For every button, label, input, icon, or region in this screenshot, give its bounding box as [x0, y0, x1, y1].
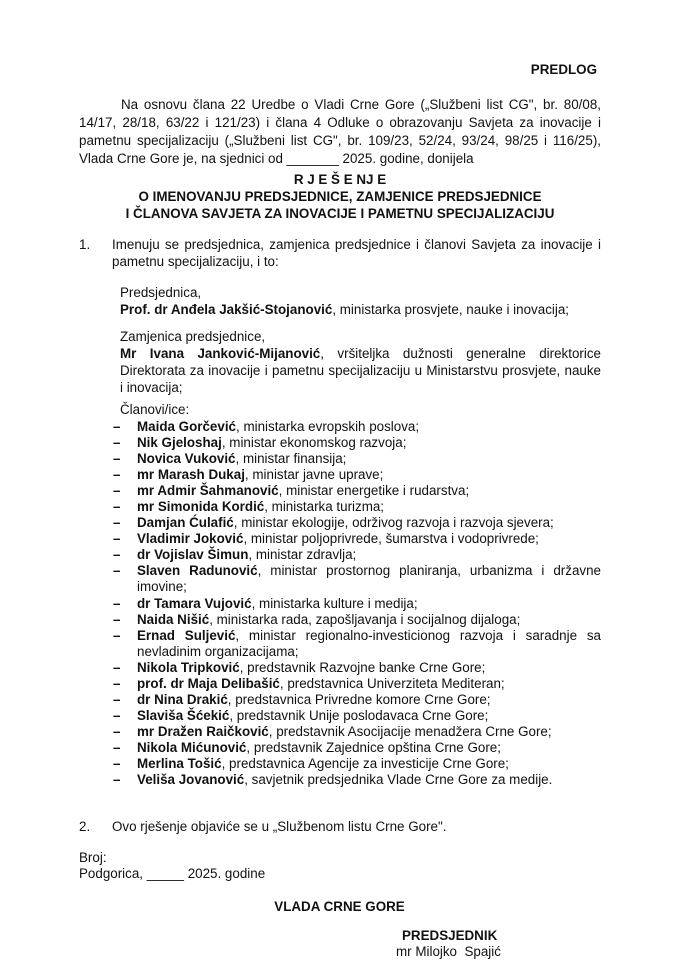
member-name: Slaviša Šćekić [137, 707, 230, 723]
member-item [113, 692, 601, 708]
member-item [113, 756, 601, 772]
item-2 [79, 819, 601, 834]
dash-bullet: – [113, 563, 121, 579]
member-name: Nikola Mićunović [137, 739, 247, 755]
member-item [113, 612, 601, 628]
member-role: , predstavnik Asocijacije menadžera Crne Gore; [268, 723, 552, 739]
dash-bullet: – [113, 723, 121, 739]
member-role: , predstavnica Privredne komore Crne Gore; [227, 691, 491, 707]
member-name: Slaven Radunović [137, 563, 258, 579]
vice-president-name: Mr Ivana Janković-Mijanović [120, 346, 321, 361]
member-item [113, 467, 601, 483]
member-role: , ministarka rada, zapošljavanja i socijalnog dijaloga; [209, 611, 521, 627]
member-role: , predstavnik Zajednice opština Crne Gore; [246, 739, 501, 755]
dash-bullet: – [113, 451, 121, 467]
dash-bullet: – [113, 691, 121, 707]
president-name: Prof. dr Anđela Jakšić-Stojanović [120, 302, 333, 317]
member-item [113, 483, 601, 499]
member-item [113, 547, 601, 563]
dash-bullet: – [113, 515, 121, 531]
member-name: Damjan Ćulafić [137, 515, 234, 531]
item-number: 2. [79, 819, 91, 834]
dash-bullet: – [113, 547, 121, 563]
member-name: Ernad Suljević [137, 627, 236, 643]
member-item [113, 499, 601, 515]
dash-bullet: – [113, 659, 121, 675]
item-text: Imenuju se predsjednica, zamjenica predsjednice i članovi Savjeta za inovacije i pametnu specijalizaciju, i to: [112, 237, 601, 269]
member-role: , ministar ekologije, održivog razvoja i razvoja sjevera; [233, 515, 554, 531]
dash-bullet: – [113, 435, 121, 451]
dash-bullet: – [113, 499, 121, 515]
member-item [113, 772, 601, 788]
dash-bullet: – [113, 419, 121, 434]
dash-bullet: – [113, 739, 121, 755]
member-item [113, 724, 601, 740]
member-role: , ministar poljoprivrede, šumarstva i vodoprivrede; [243, 531, 539, 547]
member-name: mr Marash Dukaj [137, 467, 245, 483]
member-item [113, 628, 601, 660]
president-label: Predsjednica, [120, 285, 202, 300]
heading-line-2: I ČLANOVA SAVJETA ZA INOVACIJE I PAMETNU SPECIJALIZACIJU [125, 206, 555, 221]
member-name: mr Admir Šahmanović [137, 483, 279, 499]
dash-bullet: – [113, 483, 121, 499]
member-role: , ministar regionalno-investicionog razvoja i saradnje sa nevladinim organizacijama; [137, 627, 601, 659]
member-name: Vladimir Joković [137, 531, 244, 547]
member-item [113, 660, 601, 676]
member-name: prof. dr Maja Delibašić [137, 675, 280, 691]
member-name: Veliša Jovanović [137, 772, 245, 788]
members-label: Članovi/ice: [120, 402, 190, 417]
member-item [113, 419, 601, 435]
member-role: , ministarka evropskih poslova; [236, 419, 420, 434]
signature-title: PREDSJEDNIK [402, 928, 498, 943]
member-name: Novica Vuković [137, 451, 236, 467]
member-item [113, 676, 601, 692]
member-role: , predstavnica Agencije za investicije Crne Gore; [221, 755, 509, 771]
intro-paragraph: Na osnovu člana 22 Uredbe o Vladi Crne Gore („Službeni list CG", br. 80/08, 14/17, 28/18, 63/22 i 121/23) i člana 4 Odluke o obrazovanju Savjeta za inovacije i pametnu specijalizaciju („Službeni list CG", br. 109/23, 52/24, 93/24, 98/25 i 116/25), Vlada Crne Gore je, na sjednici od _______ 2025. godine, donijela [79, 97, 601, 166]
dash-bullet: – [113, 531, 121, 547]
heading-line-1: O IMENOVANJU PREDSJEDNICE, ZAMJENICE PREDSJEDNICE [138, 189, 542, 204]
member-name: dr Vojislav Šimun [137, 547, 249, 563]
members-list [113, 419, 601, 788]
member-role: , savjetnik predsjednika Vlade Crne Gore za medije. [244, 772, 553, 788]
vice-president-role: , vršiteljka dužnosti generalne direktorice Direktorata za inovacije i pametnu specijalizaciju u Ministarstvu prosvjete, nauke i inovacija; [120, 346, 601, 395]
member-role: , ministarka turizma; [264, 499, 385, 515]
member-role: , predstavnik Unije poslodavaca Crne Gore; [229, 707, 489, 723]
member-role: , predstavnica Univerziteta Mediteran; [279, 675, 505, 691]
dash-bullet: – [113, 595, 121, 611]
member-item [113, 531, 601, 547]
vice-president-label: Zamjenica predsjednice, [120, 329, 266, 344]
vice-president-block [120, 328, 601, 396]
dash-bullet: – [113, 772, 121, 788]
dash-bullet: – [113, 627, 121, 643]
member-item [113, 451, 601, 467]
member-item [113, 563, 601, 595]
member-name: Merlina Tošić [137, 755, 222, 771]
member-name: Naida Nišić [137, 611, 210, 627]
member-role: , predstavnik Razvojne banke Crne Gore; [239, 659, 486, 675]
member-name: dr Nina Drakić [137, 691, 228, 707]
member-item [113, 435, 601, 451]
member-role: , ministar ekonomskog razvoja; [221, 435, 407, 451]
decision-heading [79, 171, 601, 222]
member-role: , ministar javne uprave; [244, 467, 384, 483]
member-role: , ministar zdravlja; [248, 547, 357, 563]
heading-title: R J E Š E NJ E [293, 172, 387, 187]
government-name: VLADA CRNE GORE [274, 899, 405, 914]
item-number: 1. [79, 237, 91, 252]
dash-bullet: – [113, 707, 121, 723]
draft-label: PREDLOG [530, 62, 597, 77]
member-name: Nikola Tripković [137, 659, 240, 675]
member-item [113, 708, 601, 724]
place-date: Podgorica, _____ 2025. godine [79, 866, 266, 881]
president-role: , ministarka prosvjete, nauke i inovacija; [332, 302, 570, 317]
member-item [113, 515, 601, 531]
member-role: , ministar prostornog planiranja, urbanizma i državne imovine; [137, 563, 601, 595]
member-role: , ministarka kulture i medija; [251, 595, 418, 611]
president-block [120, 284, 601, 318]
member-name: Nik Gjeloshaj [137, 435, 222, 451]
item-text: Ovo rješenje objaviće se u „Službenom listu Crne Gore". [112, 819, 447, 834]
signature-name: mr Milojko Spajić [396, 944, 501, 959]
member-name: dr Tamara Vujović [137, 595, 252, 611]
member-role: , ministar energetike i rudarstva; [278, 483, 470, 499]
member-name: mr Dražen Raičković [137, 723, 269, 739]
dash-bullet: – [113, 611, 121, 627]
dash-bullet: – [113, 675, 121, 691]
item-1 [79, 236, 601, 270]
member-name: Maida Gorčević [137, 419, 236, 434]
dash-bullet: – [113, 755, 121, 771]
member-item [113, 740, 601, 756]
dash-bullet: – [113, 467, 121, 483]
member-role: , ministar finansija; [235, 451, 347, 467]
member-item [113, 596, 601, 612]
document-number: Broj: [79, 850, 107, 865]
member-name: mr Simonida Kordić [137, 499, 265, 515]
